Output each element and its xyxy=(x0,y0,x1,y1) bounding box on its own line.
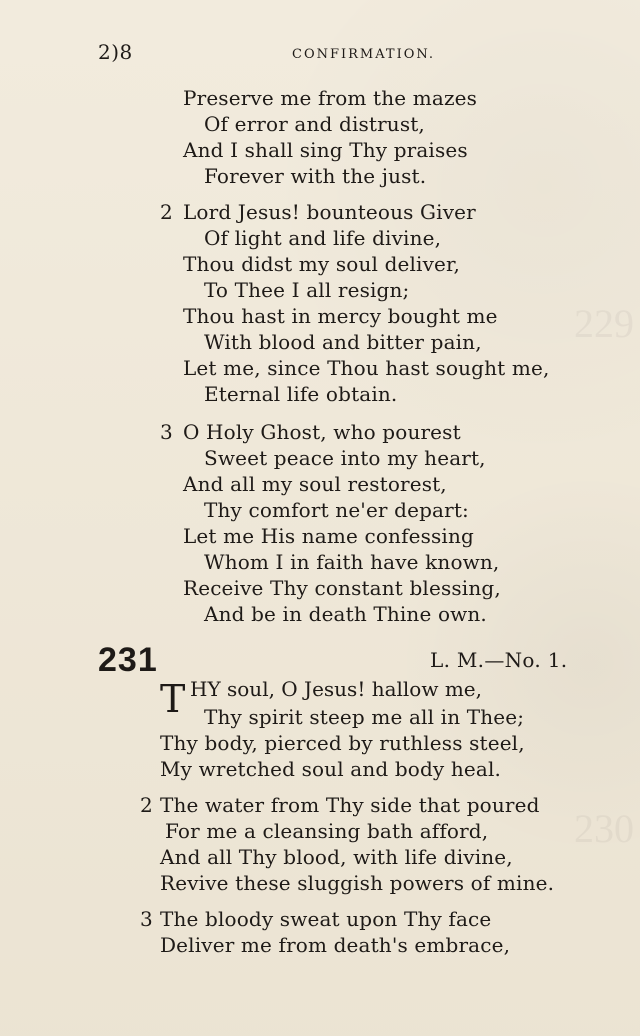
running-head: CONFIRMATION. xyxy=(292,47,436,62)
hymn-line: Of error and distrust, xyxy=(204,112,425,136)
hymn-line: And all Thy blood, with life divine, xyxy=(160,845,513,869)
meter-label: L. M.—No. 1. xyxy=(430,648,568,672)
drop-cap: T xyxy=(160,677,186,721)
hymn-line: Thou didst my soul deliver, xyxy=(183,252,461,276)
hymn-line: Whom I in faith have known, xyxy=(204,550,500,574)
hymn-line: Sweet peace into my heart, xyxy=(204,446,486,470)
hymn-line: Eternal life obtain. xyxy=(204,382,398,406)
hymn-line: HY soul, O Jesus! hallow me, xyxy=(190,677,482,701)
hymn-line: Preserve me from the mazes xyxy=(183,86,478,110)
hymn-line: Let me, since Thou hast sought me, xyxy=(183,356,550,380)
hymn-number: 231 xyxy=(98,641,158,679)
hymn-line: O Holy Ghost, who pourest xyxy=(183,420,461,444)
stanza-number: 2 xyxy=(160,200,173,224)
hymn-line: Let me His name confessing xyxy=(183,524,474,548)
hymn-line: For me a cleansing bath afford, xyxy=(165,819,489,843)
hymn-line: And be in death Thine own. xyxy=(204,602,487,626)
bleed-through-mark: 229 xyxy=(574,301,634,346)
hymn-line: With blood and bitter pain, xyxy=(204,330,482,354)
hymn-line: Of light and life divine, xyxy=(204,226,442,250)
hymn-line: Forever with the just. xyxy=(204,164,427,188)
hymn-line: The bloody sweat upon Thy face xyxy=(160,907,492,931)
bleed-through-mark: 230 xyxy=(574,806,634,851)
stanza-number: 2 xyxy=(140,793,153,817)
hymn-line: The water from Thy side that poured xyxy=(160,793,540,817)
hymn-line: And all my soul restorest, xyxy=(183,472,447,496)
hymn-line: To Thee I all resign; xyxy=(204,278,410,302)
hymn-line: Thou hast in mercy bought me xyxy=(183,304,498,328)
hymn-line: And I shall sing Thy praises xyxy=(183,138,468,162)
stanza-number: 3 xyxy=(160,420,173,444)
hymn-line: My wretched soul and body heal. xyxy=(160,757,502,781)
stanza-number: 3 xyxy=(140,907,153,931)
hymn-line: Thy spirit steep me all in Thee; xyxy=(204,705,525,729)
hymn-line: Revive these sluggish powers of mine. xyxy=(160,871,555,895)
hymn-line: Thy comfort ne'er depart: xyxy=(204,498,469,522)
hymn-line: Lord Jesus! bounteous Giver xyxy=(183,200,476,224)
hymn-line: Thy body, pierced by ruthless steel, xyxy=(160,731,525,755)
hymn-line: Receive Thy constant blessing, xyxy=(183,576,501,600)
page-number: 2)8 xyxy=(98,40,133,64)
hymn-line: Deliver me from death's embrace, xyxy=(160,933,511,957)
